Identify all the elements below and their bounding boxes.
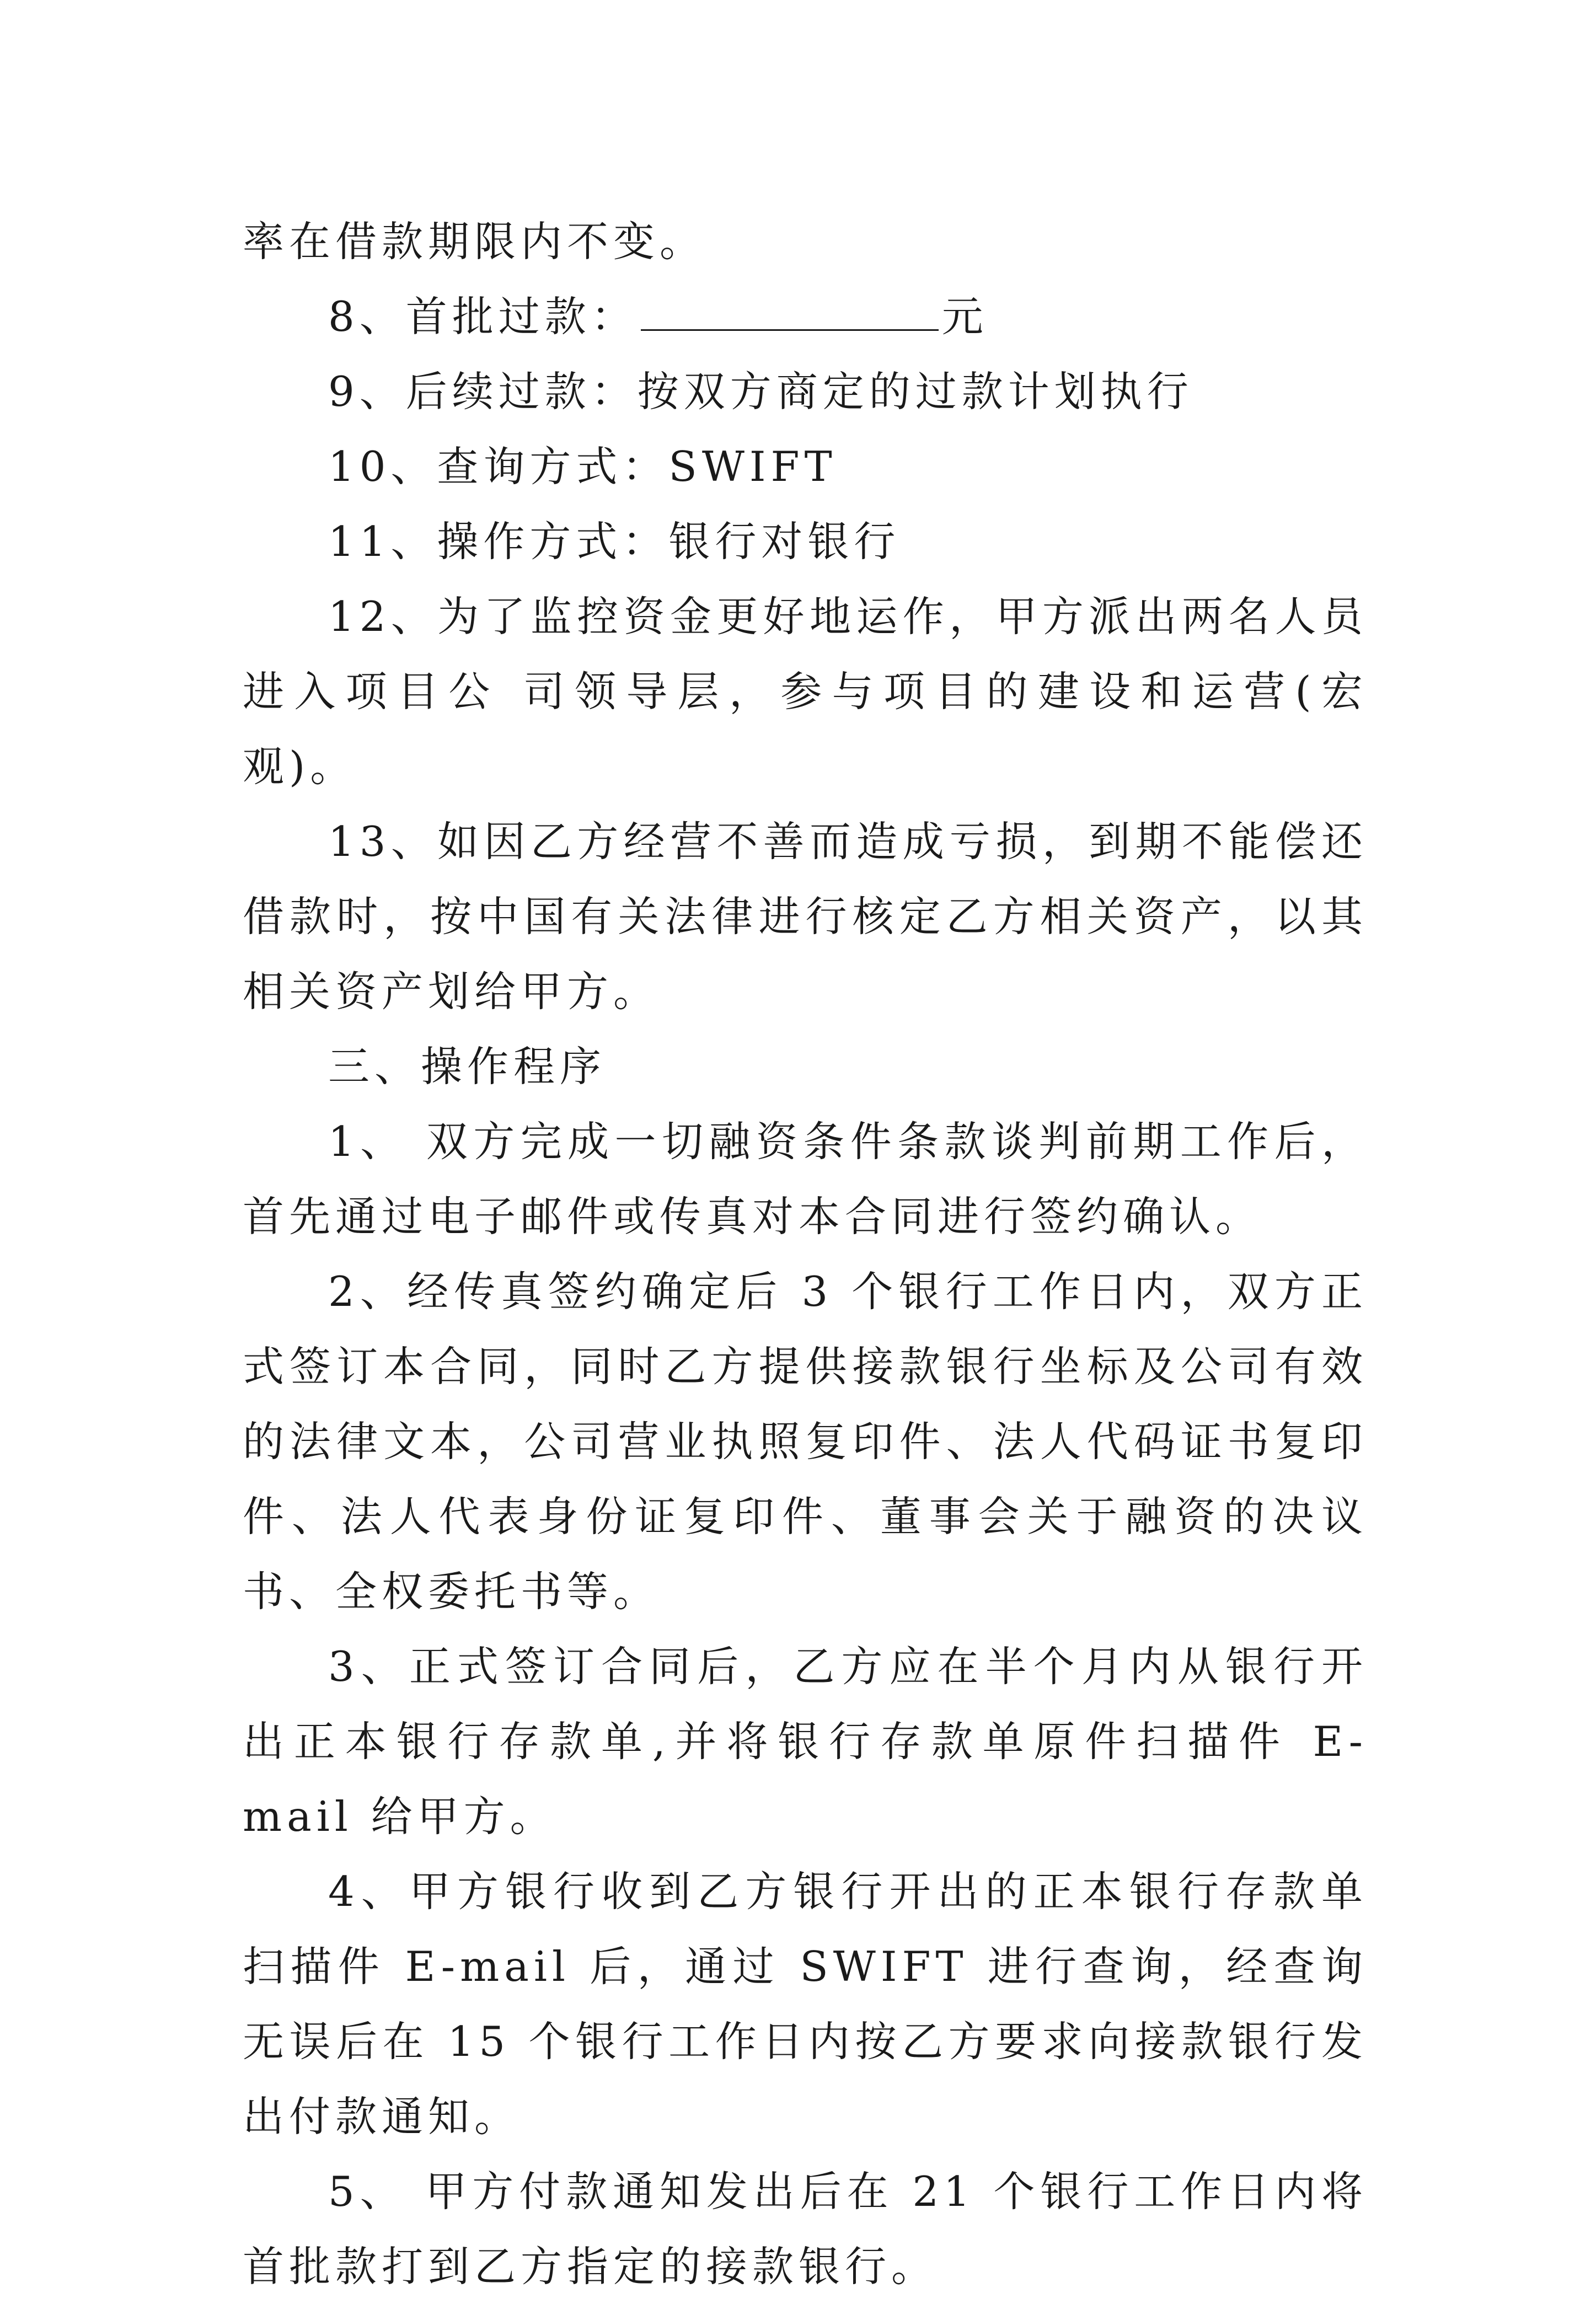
section-heading-procedure: 三、操作程序: [328, 1042, 607, 1091]
paragraph-interest-rate: 率在借款期限内不变。: [243, 217, 706, 266]
paragraph-loss-handling: 13、如因乙方经营不善而造成亏损，到期不能偿还借款时，按中国有关法律进行核定乙方相关资产，以其相关资产划给甲方。: [243, 817, 1368, 1016]
paragraph-procedure-step-2: 2、经传真签约确定后 3 个银行工作日内，双方正式签订本合同，同时乙方提供接款银行坐标及公司有效的法律文本，公司营业执照复印件、法人代码证书复印件、法人代表身份证复印件、董事会关于融资的决议书、全权委托书等。: [243, 1267, 1368, 1616]
paragraph-subsequent-payment: 9、后续过款：按双方商定的过款计划执行: [328, 367, 1193, 416]
paragraph-procedure-step-3: 3、正式签订合同后，乙方应在半个月内从银行开出正本银行存款单,并将银行存款单原件扫描件 E-mail 给甲方。: [243, 1642, 1368, 1841]
document-body: [243, 204, 1368, 2304]
first-payment-amount-blank: [641, 291, 939, 331]
first-payment-label: 8、首批过款：: [328, 292, 638, 341]
paragraph-procedure-step-4: 4、甲方银行收到乙方银行开出的正本银行存款单扫描件 E-mail 后，通过 SWIFT 进行查询，经查询无误后在 15 个银行工作日内按乙方要求向接款银行发出付款通知。: [243, 1867, 1368, 2141]
paragraph-first-payment: [243, 279, 1368, 354]
first-payment-unit: 元: [941, 292, 988, 341]
paragraph-fund-monitoring: 12、为了监控资金更好地运作，甲方派出两名人员进入项目公 司领导层，参与项目的建设和运营(宏观)。: [243, 592, 1368, 791]
paragraph-procedure-step-1: 1、 双方完成一切融资条件条款谈判前期工作后，首先通过电子邮件或传真对本合同进行签约确认。: [243, 1117, 1368, 1241]
paragraph-operation-method: 11、操作方式：银行对银行: [328, 517, 901, 566]
paragraph-procedure-step-5: 5、 甲方付款通知发出后在 21 个银行工作日内将首批款打到乙方指定的接款银行。: [243, 2167, 1368, 2291]
paragraph-inquiry-method: 10、查询方式：SWIFT: [328, 442, 837, 491]
